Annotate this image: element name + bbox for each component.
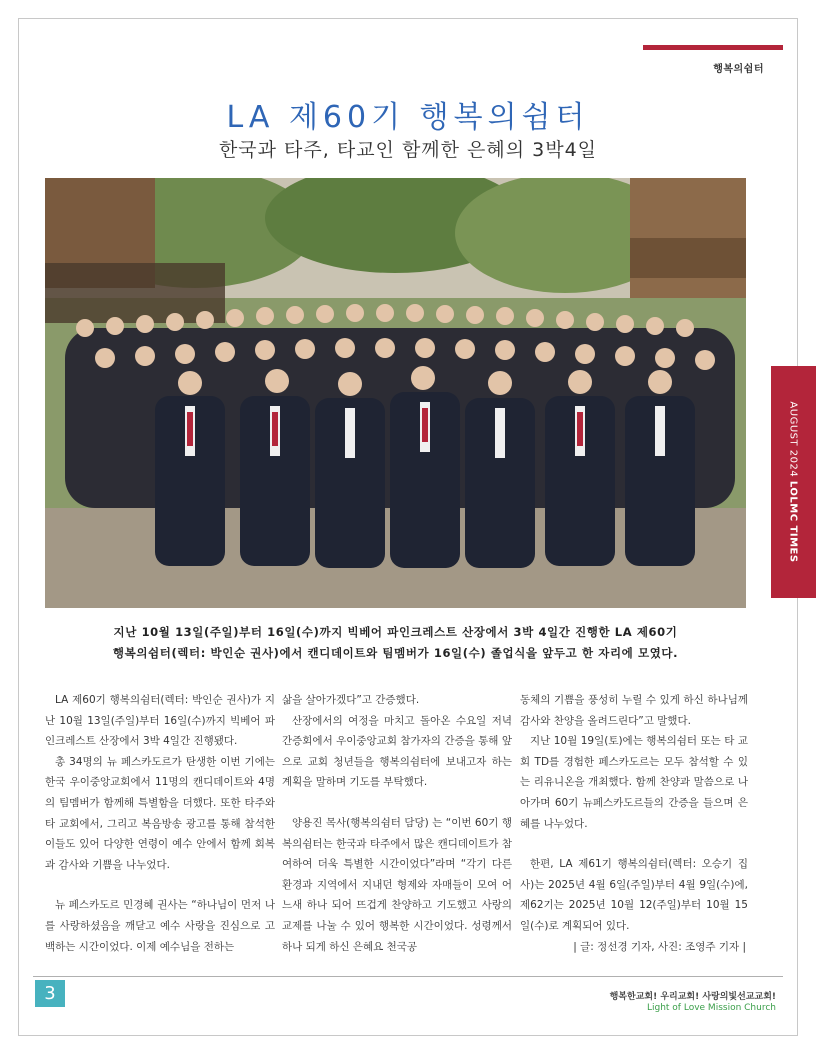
side-tab-text bbox=[788, 401, 799, 562]
section-label: 행복의쉼터 bbox=[713, 64, 764, 75]
paragraph: 동체의 기쁨을 풍성히 누릴 수 있게 하신 하나님께 감사와 찬양을 올려드린다”고 말했다. bbox=[520, 694, 748, 727]
footer-slogan: 행복한교회! 우리교회! 사랑의빛선교교회! bbox=[609, 992, 776, 1002]
paragraph: 총 34명의 뉴 페스카도르가 탄생한 이번 기에는 한국 우이중앙교회에서 11명의 캔디데이트와 4명의 팀멤버가 함께해 특별함을 더했다. 또한 타주와 타 교회에서, 그리고 복음방송 광고를 통해 참석한 이들도 있어 다양한 연령이 예수 안에서 함께 회복과 감사와 기쁨을 나누었다. bbox=[45, 755, 275, 871]
article-column-3 bbox=[520, 690, 748, 957]
article-credit: | 글: 정선경 기자, 사진: 조영주 기자 | bbox=[573, 940, 746, 953]
footer-church-name: Light of Love Mission Church bbox=[646, 1003, 776, 1013]
group-photo bbox=[45, 178, 746, 608]
publication-name: LOLMC TIMES bbox=[787, 480, 799, 563]
issue-side-tab bbox=[771, 366, 816, 598]
footer-divider bbox=[33, 976, 783, 977]
caption-line-2: 행복의쉼터(렉터: 박인순 권사)에서 캔디데이트와 팀멤버가 16일(수) 졸업식을 앞두고 한 자리에 모였다. bbox=[112, 646, 679, 660]
paragraph: LA 제60기 행복의쉼터(렉터: 박인순 권사)가 지난 10월 13일(주일)부터 16일(수)까지 빅베어 파인크레스트 산장에서 3박 4일간 진행됐다. bbox=[45, 694, 275, 748]
paragraph: 삶을 살아가겠다”고 간증했다. bbox=[282, 694, 420, 706]
header-accent-bar bbox=[643, 45, 783, 50]
paragraph: 산장에서의 여정을 마치고 돌아온 수요일 저녁 간증회에서 우이중앙교회 참가자의 간증을 통해 앞으로 교회 청년들을 행복의쉼터에 보내고자 하는 계획을 말하며 기도를 부탁했다. bbox=[282, 714, 512, 789]
article-column-2 bbox=[282, 690, 512, 957]
article-title: LA 제60기 행복의쉼터 bbox=[226, 100, 590, 135]
article-column-1 bbox=[45, 690, 275, 957]
article-subtitle: 한국과 타주, 타교인 함께한 은혜의 3박4일 bbox=[218, 139, 598, 161]
paragraph: 한편, LA 제61기 행복의쉼터(렉터: 오승기 집사)는 2025년 4월 6일(주일)부터 4월 9일(수)에, 제62기는 2025년 10월 12(주일)부터 10월 15일(수)로 계획되어 있다. bbox=[520, 858, 748, 932]
page-number: 3 bbox=[35, 980, 65, 1007]
group-photo-illustration bbox=[45, 178, 746, 608]
paragraph: 지난 10월 19일(토)에는 행복의쉼터 또는 타 교회 TD를 경험한 페스카도르는 모두 참석할 수 있는 리유니온을 개최했다. 함께 찬양과 말씀으로 나아가며 60기 뉴페스카도르들의 간증을 들으며 은혜를 나누었다. bbox=[520, 735, 748, 830]
issue-date: AUGUST 2024 bbox=[787, 401, 799, 481]
paragraph: 양용진 목사(행복의쉼터 담당) 는 “이번 60기 행복의쉼터는 한국과 타주에서 많은 캔디데이트가 참여하여 더욱 특별한 시간이었다”라며 “각기 다른 환경과 지역에서 지내던 형제와 자매들이 모여 어느새 하나 되어 뜨겁게 찬양하고 기도했고 사랑의 교제를 나눌 수 있어 행복한 시간이었다. 성령께서 하나 되게 하신 은혜요 천국공 bbox=[282, 816, 512, 953]
paragraph: 뉴 페스카도르 민경혜 권사는 “하나님이 먼저 나를 사랑하셨음을 깨닫고 예수 사랑을 진심으로 고백하는 시간이었다. 이제 예수님을 전하는 bbox=[45, 899, 275, 953]
photo-caption bbox=[45, 622, 746, 664]
caption-line-1: 지난 10월 13일(주일)부터 16일(수)까지 빅베어 파인크레스트 산장에서 3박 4일간 진행한 LA 제60기 bbox=[113, 625, 678, 639]
